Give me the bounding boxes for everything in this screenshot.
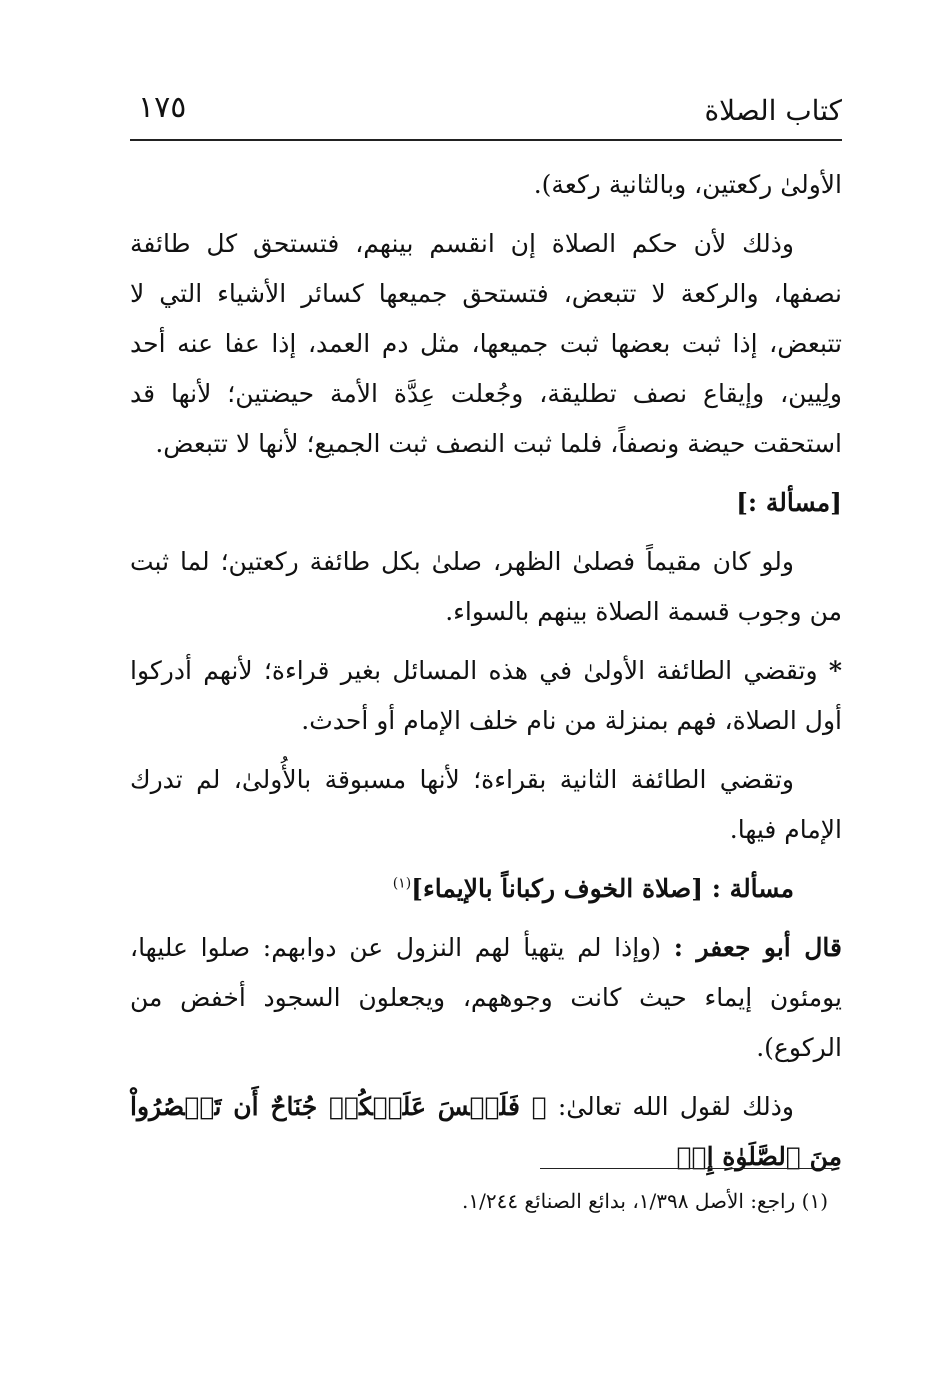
paragraph: وتقضي الطائفة الثانية بقراءة؛ لأنها مسبوقة بالأُولىٰ، لم تدرك الإمام فيها. (130, 765, 842, 844)
paragraph (130, 923, 842, 1073)
main-text (130, 160, 842, 1191)
quran-verse: ﴿ فَلَيۡسَ عَلَيۡكُمۡ جُنَاحٌ أَن تَقۡصُرُواْ مِنَ ٱلصَّلَوٰةِ إِنۡ (130, 1092, 842, 1171)
footnote: (١) راجع: الأصل ١/٣٩٨، بدائع الصنائع ١/٢٤٤. (462, 1189, 828, 1213)
speaker-label: قال أبو جعفر : (673, 933, 842, 962)
paragraph (130, 646, 842, 746)
page-header (130, 88, 842, 138)
paragraph: الأولىٰ ركعتين، وبالثانية ركعة). (533, 170, 842, 199)
header-rule (130, 139, 842, 141)
section-heading: [مسألة :] (736, 488, 842, 517)
asterisk-marker: * (828, 656, 842, 685)
paragraph (130, 1082, 842, 1182)
running-title: كتاب الصلاة (704, 94, 842, 127)
heading-text: مسألة : [صلاة الخوف ركباناً بالإيماء] (411, 874, 794, 903)
footnote-reference: (١) (392, 875, 412, 892)
page-number: ١٧٥ (138, 90, 187, 125)
paragraph-text: وذلك لقول الله تعالىٰ: (557, 1092, 794, 1121)
section-heading (130, 864, 842, 914)
paragraph-text: وتقضي الطائفة الأولىٰ في هذه المسائل بغير قراءة؛ لأنهم أدركوا أول الصلاة، فهم بمنزلة من نام خلف الإمام أو أحدث. (130, 656, 842, 735)
paragraph: ولو كان مقيماً فصلىٰ الظهر، صلىٰ بكل طائفة ركعتين؛ لما ثبت من وجوب قسمة الصلاة بينهم بالسواء. (130, 547, 842, 626)
footnote-rule (540, 1168, 832, 1169)
paragraph-text: (وإذا لم يتهيأ لهم النزول عن دوابهم: صلوا عليها، يومئون إيماء حيث كانت وجوههم، ويجعلون السجود أخفض من الركوع). (130, 933, 842, 1062)
paragraph: وذلك لأن حكم الصلاة إن انقسم بينهم، فتستحق كل طائفة نصفها، والركعة لا تتبعض، فتستحق جميعها كسائر الأشياء التي لا تتبعض، إذا ثبت بعضها ثبت جميعها، مثل دم العمد، إذا عفا عنه أحد ولِيين، وإيقاع نصف تطليقة، وجُعلت عِدَّة الأمة حيضتين؛ لأنها قد استحقت حيضة ونصفاً، فلما ثبت النصف ثبت الجميع؛ لأنها لا تتبعض. (130, 229, 842, 458)
